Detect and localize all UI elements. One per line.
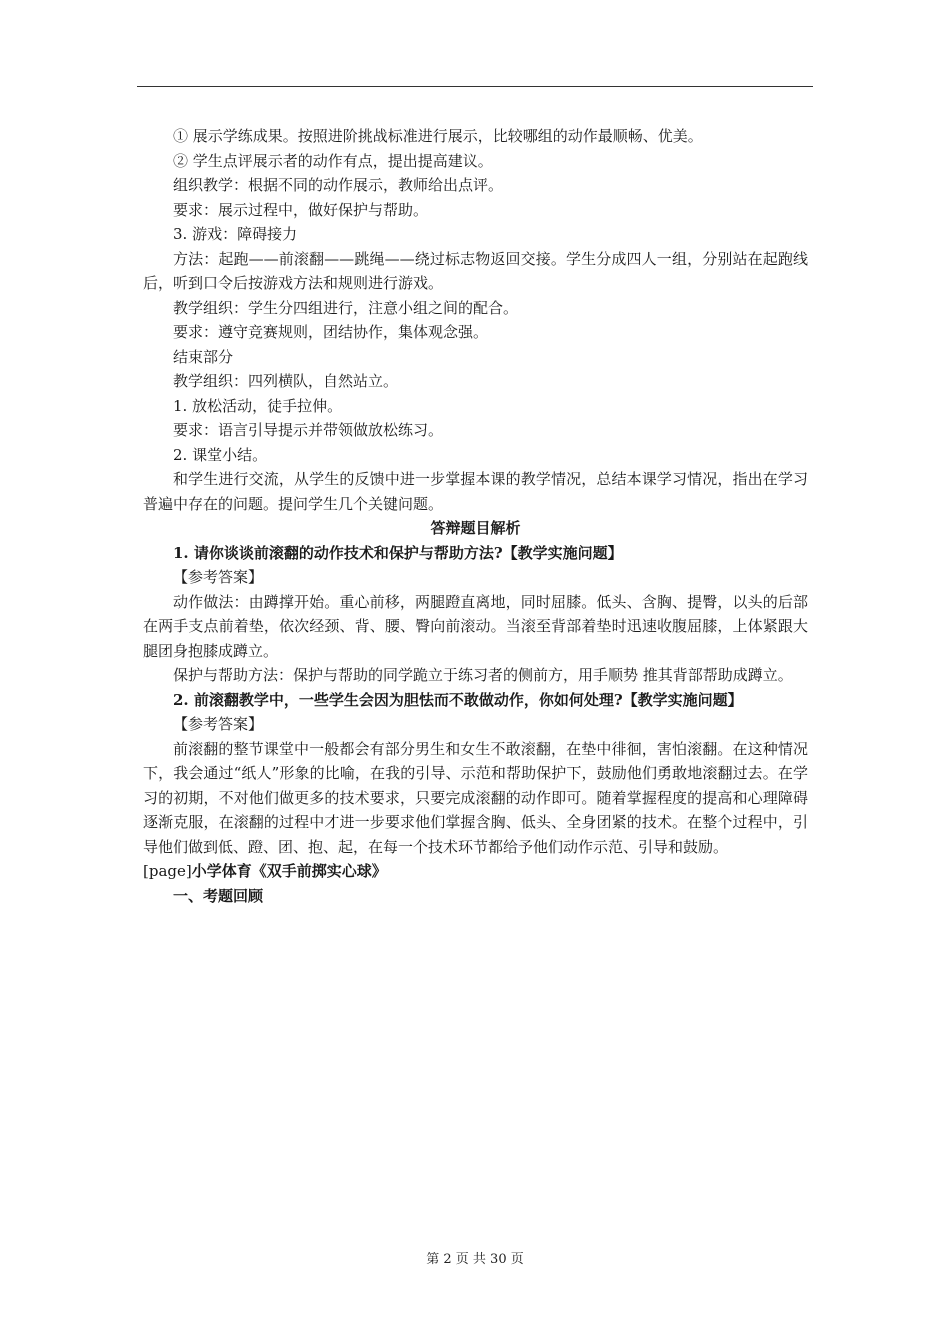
question-1: 1. 请你谈谈前滚翻的动作技术和保护与帮助方法?【教学实施问题】: [173, 543, 623, 562]
next-lesson-title: [143, 859, 808, 884]
paragraph: 要求：遵守竞赛规则，团结协作，集体观念强。: [173, 323, 489, 341]
paragraph: 教学组织：学生分四组进行，注意小组之间的配合。: [173, 298, 519, 317]
paragraph: 3. 游戏：障碍接力: [173, 225, 298, 243]
paragraph: 1. 放松活动，徒手拉伸。: [173, 396, 343, 415]
page-footer: 第 2 页 共 30 页: [426, 1252, 524, 1267]
paragraph: 要求：语言引导提示并带领做放松练习。: [173, 421, 444, 439]
paragraph: 结束部分: [173, 347, 234, 366]
answer-paragraph: 前滚翻的整节课堂中一般都会有部分男生和女生不敢滚翻，在垫中徘徊，害怕滚翻。在这种情况下，我会通过“纸人”形象的比喻，在我的引导、示范和帮助保护下，鼓励他们勇敢地滚翻过去。在学习的初期，不对他们做更多的技术要求，只要完成滚翻的动作即可。随着掌握程度的提高和心理障碍逐渐克服，在滚翻的过程中才进一步要求他们掌握含胸、低头、全身团紧的技术。在整个过程中，引导他们做到低、蹬、团、抱、起，在每一个技术环节都给予他们动作示范、引导和鼓励。: [143, 739, 808, 856]
paragraph: 要求：展示过程中，做好保护与帮助。: [173, 200, 429, 219]
paragraph: ② 学生点评展示者的动作有点，提出提高建议。: [173, 151, 493, 170]
document-body: [143, 124, 808, 908]
reference-answer-label: 【参考答案】: [173, 568, 264, 586]
question-2: 2. 前滚翻教学中，一些学生会因为胆怯而不敢做动作，你如何处理?【教学实施问题】: [173, 690, 743, 709]
review-heading: 一、考题回顾: [173, 886, 264, 905]
paragraph: 方法：起跑——前滚翻——跳绳——绕过标志物返回交接。学生分成四人一组，分别站在起跑线后，听到口令后按游戏方法和规则进行游戏。: [143, 249, 808, 292]
paragraph: 2. 课堂小结。: [173, 445, 268, 464]
page-tag: [page]: [143, 862, 192, 880]
answer-paragraph: 保护与帮助方法：保护与帮助的同学跪立于练习者的侧前方，用手顺势 推其背部帮助成蹲立。: [173, 666, 793, 684]
section-title: 答辩题目解析: [430, 519, 521, 537]
header-rule: [137, 86, 813, 87]
lesson-title: 小学体育《双手前掷实心球》: [191, 862, 387, 880]
paragraph: 和学生进行交流，从学生的反馈中进一步掌握本课的教学情况，总结本课学习情况，指出在学习普遍中存在的问题。提问学生几个关键问题。: [143, 470, 808, 513]
paragraph: 组织教学：根据不同的动作展示，教师给出点评。: [173, 176, 504, 194]
paragraph: ① 展示学练成果。按照进阶挑战标准进行展示，比较哪组的动作最顺畅、优美。: [173, 127, 703, 145]
paragraph: 教学组织：四列横队，自然站立。: [173, 372, 399, 390]
reference-answer-label: 【参考答案】: [173, 715, 264, 733]
answer-paragraph: 动作做法：由蹲撑开始。重心前移，两腿蹬直离地，同时屈膝。低头、含胸、提臀，以头的后部在两手支点前着垫，依次经颈、背、腰、臀向前滚动。当滚至背部着垫时迅速收腹屈膝，上体紧跟大腿团身抱膝成蹲立。: [143, 592, 808, 660]
